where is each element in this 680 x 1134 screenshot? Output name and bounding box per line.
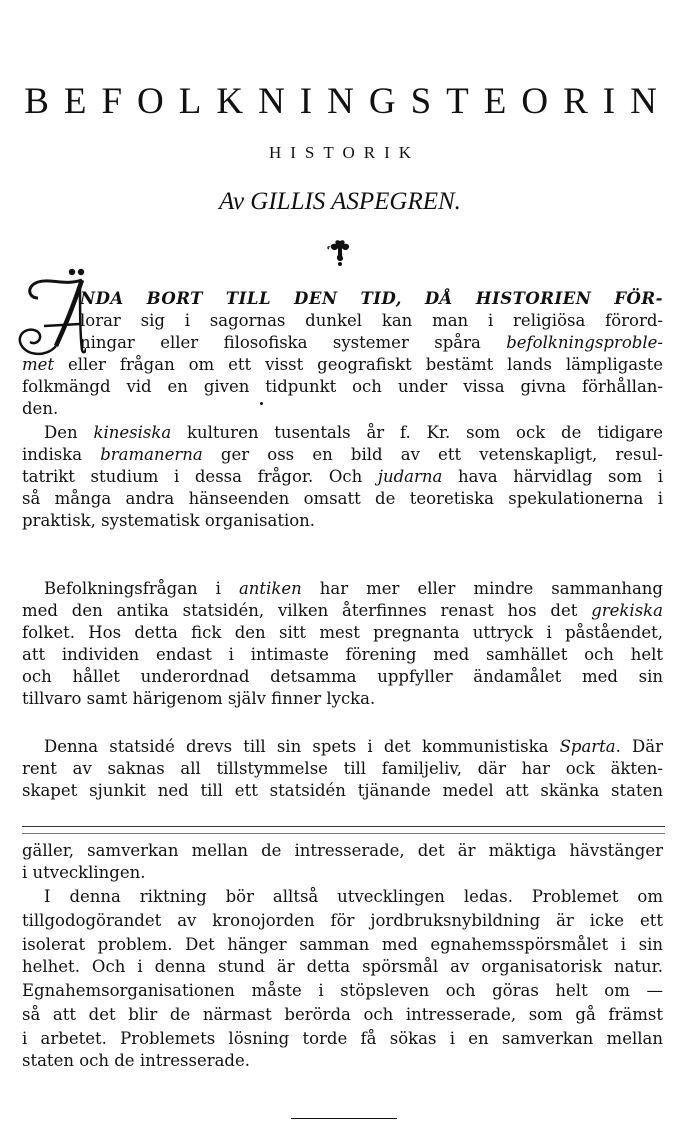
text-line [22, 444, 663, 466]
text-run: den. [22, 399, 59, 418]
text-run: indiska [22, 445, 101, 464]
text-run: praktisk, systematisk organisation. [22, 511, 316, 530]
text-line [22, 1050, 663, 1072]
text-run: hava härvidlag som i [442, 467, 663, 486]
text-line [80, 310, 663, 332]
text-run: isolerat problem. Det hänger samman med egnahemsspörsmålet i sin [22, 935, 663, 954]
print-speck [260, 402, 263, 405]
text-line [80, 332, 663, 354]
text-run: ningar eller filosofiska systemer spåra [80, 333, 507, 352]
text-line [22, 956, 663, 978]
text-run: lorar sig i sagornas dunkel kan man i religiösa förord- [80, 311, 663, 330]
text-run: folket. Hos detta fick den sitt mest pregnanta uttryck i påståendet, [22, 623, 663, 642]
text-line [22, 622, 663, 644]
text-line [22, 354, 663, 376]
article-author: Av GILLIS ASPEGREN. [219, 188, 461, 215]
text-run: I denna riktning bör alltså utvecklingen ledas. Problemet om [44, 887, 663, 906]
fleuron-icon [326, 238, 354, 268]
text-run: helhet. Och i denna stund är detta spörsmål av organisatorisk natur. [22, 957, 663, 976]
text-run: . Där [615, 737, 663, 756]
text-line [22, 644, 663, 666]
text-run: folkmängd vid en given tidpunkt och under vissa givna förhållan- [22, 377, 663, 396]
text-run: NDA BORT TILL DEN TID, DÅ HISTORIEN FÖR- [80, 289, 663, 308]
emphasis-text: bramanerna [100, 445, 203, 464]
text-line [22, 840, 663, 862]
text-line [80, 288, 663, 310]
article-title: BEFOLKNINGSTEORIN [24, 81, 672, 122]
text-run: tillvaro samt härigenom själv finner lycka. [22, 689, 376, 708]
text-run: har mer eller mindre sammanhang [301, 579, 663, 598]
text-run: Egnahemsorganisationen måste i stöpsleven och göras helt om — [22, 981, 663, 1000]
emphasis-text: judarna [377, 467, 443, 486]
text-run: i arbetet. Problemets lösning torde få sökas i en samverkan mellan [22, 1029, 663, 1048]
drop-cap-letter [16, 268, 86, 358]
text-line [22, 688, 663, 710]
text-line [22, 780, 663, 802]
text-run: i utvecklingen. [22, 863, 146, 882]
text-line [22, 666, 663, 688]
text-run: eller frågan om ett visst geografiskt bestämt lands lämpligaste [54, 355, 663, 374]
text-line [22, 758, 663, 780]
emphasis-text: Sparta [559, 737, 616, 756]
text-run: Denna statsidé drevs till sin spets i det kommunistiska [44, 737, 560, 756]
text-run: tillgodogörandet av kronojorden för jordbruksnybildning är icke ett [22, 911, 663, 930]
text-line [22, 600, 663, 622]
article-subtitle: HISTORIK [268, 143, 421, 162]
text-line [22, 862, 663, 884]
text-run: att individen endast i intimaste förening med samhället och helt [22, 645, 663, 664]
text-run: Befolkningsfrågan i [44, 579, 239, 598]
text-line [22, 466, 663, 488]
text-line [22, 376, 663, 398]
text-line [44, 736, 663, 758]
text-line [22, 1004, 663, 1026]
text-line [22, 1028, 663, 1050]
emphasis-text: kinesiska [93, 423, 172, 442]
text-line [22, 910, 663, 932]
end-rule [291, 1118, 397, 1119]
text-run: staten och de intresserade. [22, 1051, 251, 1070]
text-run: kulturen tusentals år f. Kr. som ock de tidigare [171, 423, 663, 442]
emphasis-text: met [22, 355, 55, 374]
emphasis-text: befolkningsproble- [506, 333, 663, 352]
text-line [44, 886, 663, 908]
text-line [22, 934, 663, 956]
text-line [22, 510, 663, 532]
text-run: så många andra hänseenden omsatt de teoretiska spekulationerna i [22, 489, 663, 508]
text-line [44, 422, 663, 444]
text-run: gäller, samverkan mellan de intresserade, det är mäktiga hävstänger [22, 841, 663, 860]
text-run: tatrikt studium i dessa frågor. Och [22, 467, 378, 486]
text-line [22, 488, 663, 510]
text-run: rent av saknas all tillstymmelse till familjeliv, där har ock äkten- [22, 759, 663, 778]
text-line [22, 980, 663, 1002]
text-line [22, 398, 663, 420]
emphasis-text: antiken [238, 579, 302, 598]
text-run: så att det blir de närmast berörda och intresserade, som gå främst [22, 1005, 663, 1024]
text-line [44, 578, 663, 600]
emphasis-text: grekiska [591, 601, 663, 620]
text-run: ger oss en bild av ett vetenskapligt, resul- [202, 445, 663, 464]
text-run: Den [44, 423, 94, 442]
text-run: och hållet underordnad detsamma uppfyller ändamålet med sin [22, 667, 663, 686]
text-run: skapet sjunkit ned till ett statsidén tjänande medel att skänka staten [22, 781, 663, 800]
page-break-rule [22, 826, 665, 834]
text-run: med den antika statsidén, vilken återfinnes renast hos det [22, 601, 592, 620]
